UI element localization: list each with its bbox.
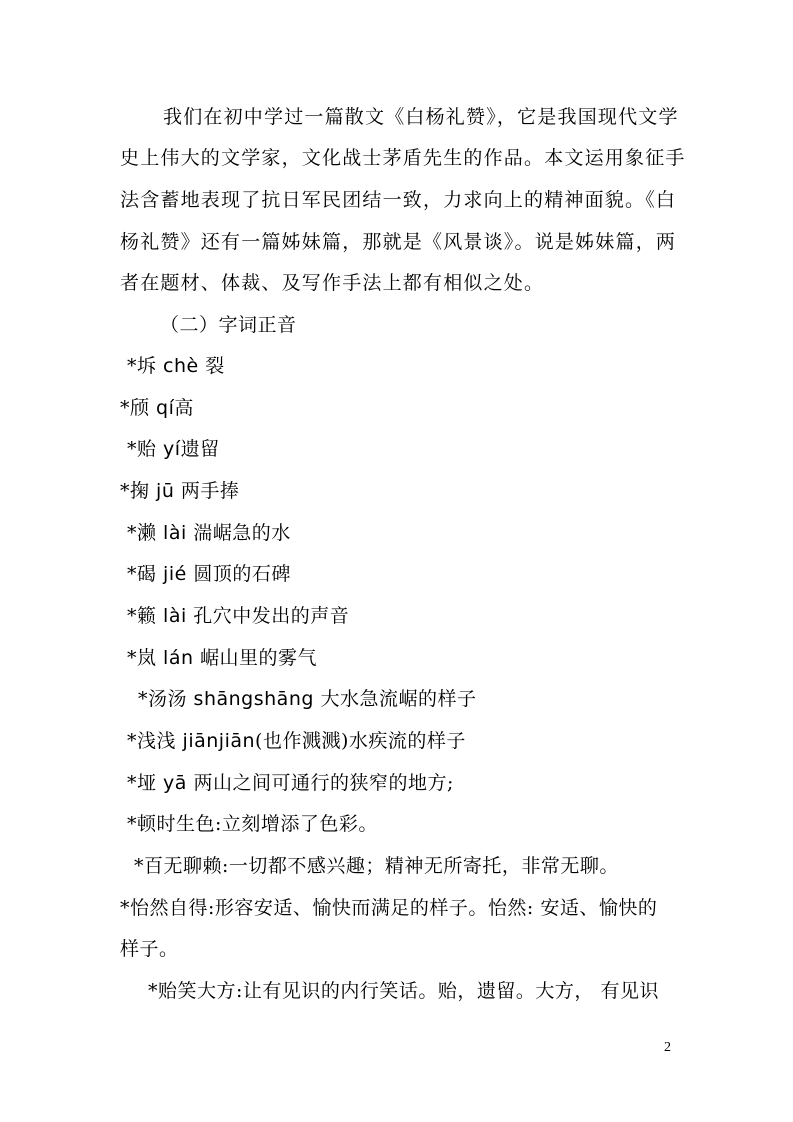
vocab-pinyin: lài xyxy=(163,522,187,544)
phrase-item: *百无聊赖:一切都不感兴趣；精神无所寄托，非常无聊。 xyxy=(134,855,619,877)
vocab-item xyxy=(120,478,239,504)
vocab-char: *濑 xyxy=(127,522,164,544)
vocab-gloss: 两山之间可通行的狭窄的地方; xyxy=(186,772,454,794)
vocab-item xyxy=(127,561,291,587)
vocab-gloss: 崌山里的雾气 xyxy=(193,647,318,669)
vocab-pinyin: lài xyxy=(163,605,187,627)
vocab-item xyxy=(127,770,454,796)
vocab-gloss: 孔穴中发出的声音 xyxy=(186,605,350,627)
phrase-item: *顿时生色:立刻增添了色彩。 xyxy=(127,813,378,835)
vocab-item xyxy=(127,645,317,671)
vocab-gloss: (也作溅溅)水疾流的样子 xyxy=(255,730,466,752)
vocab-char: *籁 xyxy=(127,605,164,627)
vocab-char: *岚 xyxy=(127,647,164,669)
vocab-char: *汤汤 xyxy=(138,688,194,710)
vocab-gloss: 圆顶的石碑 xyxy=(186,563,291,585)
vocab-item xyxy=(127,603,349,629)
vocab-pinyin: jū xyxy=(156,480,175,502)
vocab-gloss: 裂 xyxy=(198,355,225,377)
vocab-pinyin: jié xyxy=(163,563,187,585)
vocab-gloss: 两手捧 xyxy=(174,480,240,502)
paragraph-line: 杨礼赞》还有一篇姊妹篇，那就是《风景谈》。说是姊妹篇，两 xyxy=(120,231,677,253)
vocab-char: *碣 xyxy=(127,563,164,585)
phrase-item: *怡然自得:形容安适、愉快而满足的样子。怡然: 安适、愉快的 xyxy=(120,897,658,919)
vocab-item xyxy=(127,520,291,546)
vocab-gloss: 大水急流崌的样子 xyxy=(313,688,477,710)
paragraph-line: 者在题材、体裁、及写作手法上都有相似之处。 xyxy=(120,272,545,294)
vocab-pinyin: shāngshāng xyxy=(193,688,314,710)
vocab-char: *垭 xyxy=(127,772,164,794)
vocab-gloss: 遗留 xyxy=(180,438,220,460)
paragraph-line: 史上伟大的文学家，文化战士茅盾先生的作品。本文运用象征手 xyxy=(120,147,686,169)
phrase-item: 样子。 xyxy=(120,938,179,960)
vocab-char: *坼 xyxy=(127,355,164,377)
vocab-char: *掬 xyxy=(120,480,157,502)
vocab-item xyxy=(127,353,225,379)
vocab-item xyxy=(127,728,466,754)
vocab-item xyxy=(127,436,220,462)
phrase-item: *贻笑大方:让有见识的内行笑话。贻，遗留。大方， 有见识 xyxy=(148,980,659,1002)
vocab-pinyin: yā xyxy=(163,772,187,794)
vocab-pinyin: jiānjiān xyxy=(182,730,256,752)
vocab-pinyin: chè xyxy=(163,355,199,377)
vocab-char: *浅浅 xyxy=(127,730,183,752)
vocab-pinyin: yí xyxy=(163,438,181,460)
vocab-item xyxy=(138,686,476,712)
page-number: 2 xyxy=(664,1040,671,1055)
vocab-char: *贻 xyxy=(127,438,164,460)
vocab-gloss: 高 xyxy=(174,397,194,419)
vocab-item xyxy=(120,395,194,421)
vocab-char: *颀 xyxy=(120,397,157,419)
paragraph-line: 我们在初中学过一篇散文《白杨礼赞》，它是我国现代文学 xyxy=(163,106,679,128)
vocab-gloss: 湍崌急的水 xyxy=(186,522,291,544)
paragraph-line: 法含蓄地表现了抗日军民团结一致，力求向上的精神面貌。《白 xyxy=(120,189,677,211)
vocab-pinyin: qí xyxy=(156,397,175,419)
vocab-pinyin: lán xyxy=(163,647,194,669)
section-heading: （二）字词正音 xyxy=(160,314,297,336)
